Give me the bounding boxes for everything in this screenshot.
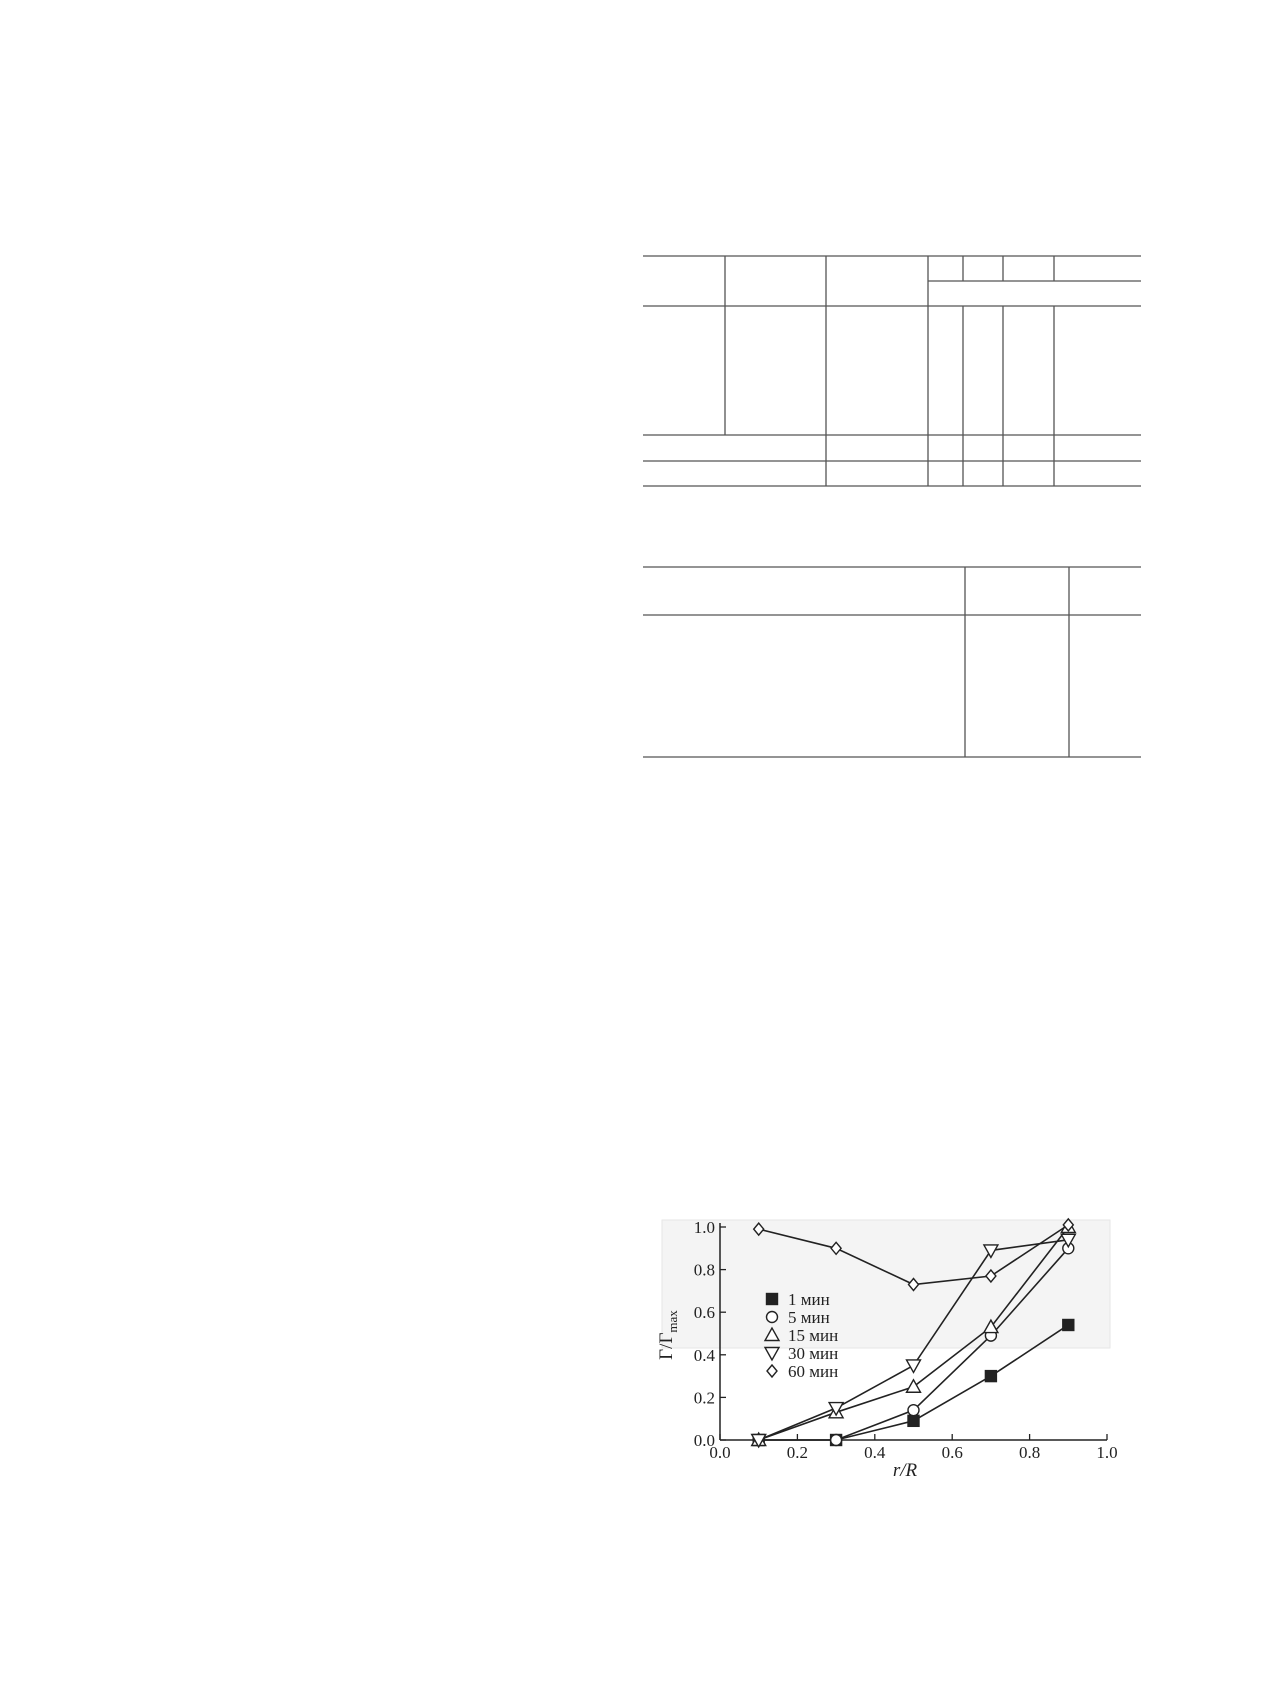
chart-container [640,1200,1160,1530]
y-axis-label-subscript: max [665,1310,680,1333]
legend-label: 30 мин [788,1344,839,1363]
data-point [907,1380,921,1393]
svg-text:Γ/Γmax [656,1310,680,1360]
table-2 [643,567,1141,757]
x-tick-label: 0.0 [709,1443,731,1462]
data-point [831,1435,842,1446]
legend-marker [765,1348,779,1361]
x-axis-label: r/R [892,1460,918,1481]
legend [765,1290,838,1381]
data-point [907,1360,921,1373]
legend-label: 5 мин [788,1308,830,1327]
line-chart [640,1200,1160,1530]
y-tick-label: 1.0 [693,1218,715,1237]
table-1 [643,256,1141,486]
y-tick-label: 0.8 [693,1260,715,1280]
legend-label: 60 мин [788,1362,839,1381]
data-point [1063,1319,1074,1330]
y-tick-label: 0.4 [693,1345,715,1365]
legend-label: 1 мин [788,1290,830,1309]
y-axis-label: Γ/Γ [656,1332,677,1360]
x-tick-label: 0.6 [941,1443,963,1462]
x-tick-label: 1.0 [1096,1443,1118,1462]
y-tick-label: 0.0 [693,1431,715,1450]
legend-label: 15 мин [788,1326,839,1345]
y-tick-label: 0.2 [693,1388,715,1408]
data-point [985,1371,996,1382]
x-tick-label: 0.8 [1018,1443,1041,1462]
legend-marker [767,1365,777,1377]
y-axis-label-group [656,1310,680,1360]
data-point [908,1405,919,1416]
x-tick-label: 0.2 [786,1443,809,1462]
empty-tables [0,0,1269,800]
x-tick-label: 0.4 [864,1443,886,1462]
legend-marker [767,1312,778,1323]
data-point [908,1415,919,1426]
legend-shading [662,1220,1110,1348]
legend-marker [767,1294,778,1305]
y-tick-label: 0.6 [693,1303,715,1323]
